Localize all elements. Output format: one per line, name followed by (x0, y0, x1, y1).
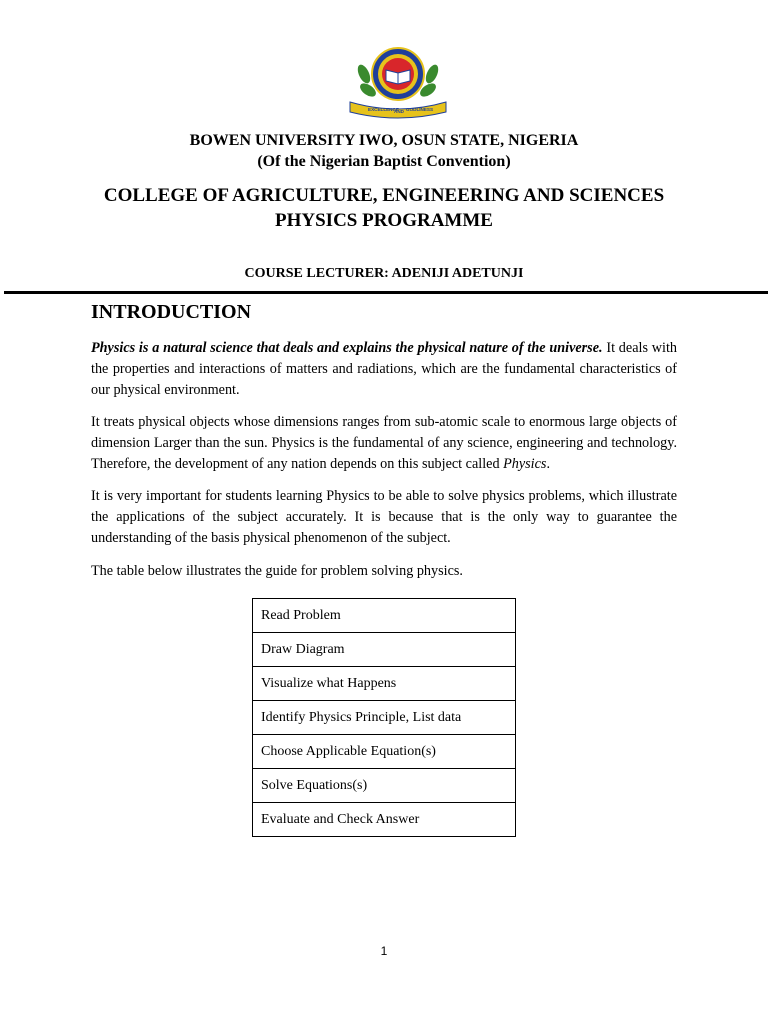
table-row (253, 599, 516, 633)
table-row (253, 803, 516, 837)
step-cell: Evaluate and Check Answer (253, 803, 516, 837)
problem-solving-steps-table (252, 598, 516, 837)
step-cell: Visualize what Happens (253, 667, 516, 701)
paragraph-scope (91, 412, 677, 475)
table-row (253, 667, 516, 701)
table-row (253, 633, 516, 667)
course-lecturer: COURSE LECTURER: ADENIJI ADETUNJI (244, 266, 524, 281)
table-row (253, 769, 516, 803)
paragraph-table-intro: The table below illustrates the guide for problem solving physics. (91, 563, 463, 579)
motto-text-mid: AND (394, 109, 404, 114)
step-cell: Identify Physics Principle, List data (253, 701, 516, 735)
scope-italic: Physics (503, 456, 547, 472)
table-row (253, 701, 516, 735)
definition-emphasis: Physics is a natural science that deals and explains the physical nature of the universe. (91, 340, 603, 356)
step-cell: Read Problem (253, 599, 516, 633)
definition-rest: It deals with the properties and interactions of matters and radiations, which are the fundamental characteristics of our physical environment. (91, 340, 677, 398)
page-number: 1 (380, 944, 388, 958)
paragraph-importance: It is very important for students learning Physics to be able to solve physics problems, which illustrate the applications of the subject accurately. It is because that is the only way to guarantee the understanding of the basis physical phenomenon of the subject. (91, 488, 677, 546)
step-cell: Choose Applicable Equation(s) (253, 735, 516, 769)
section-title: INTRODUCTION (91, 301, 252, 323)
convention-subtitle: (Of the Nigerian Baptist Convention) (257, 153, 511, 170)
scope-end: . (546, 456, 550, 472)
college-name: COLLEGE OF AGRICULTURE, ENGINEERING AND SCIENCES (103, 185, 665, 206)
scope-text: It treats physical objects whose dimensions ranges from sub-atomic scale to enormous large objects of dimension Larger than the sun. Physics is the fundamental of any science, engineering and technology. Therefore, the development of any nation depends on this subject called (91, 414, 677, 472)
step-cell: Draw Diagram (253, 633, 516, 667)
table-row (253, 735, 516, 769)
paragraph-definition (91, 338, 677, 401)
step-cell: Solve Equations(s) (253, 769, 516, 803)
motto-text-right: GODLINESS (406, 107, 434, 112)
motto-text-left: EXCELLENCE (368, 107, 399, 112)
header-divider (4, 291, 768, 294)
university-logo (346, 44, 450, 120)
university-name: BOWEN UNIVERSITY IWO, OSUN STATE, NIGERIA (189, 132, 579, 149)
programme-name: PHYSICS PROGRAMME (275, 210, 493, 231)
